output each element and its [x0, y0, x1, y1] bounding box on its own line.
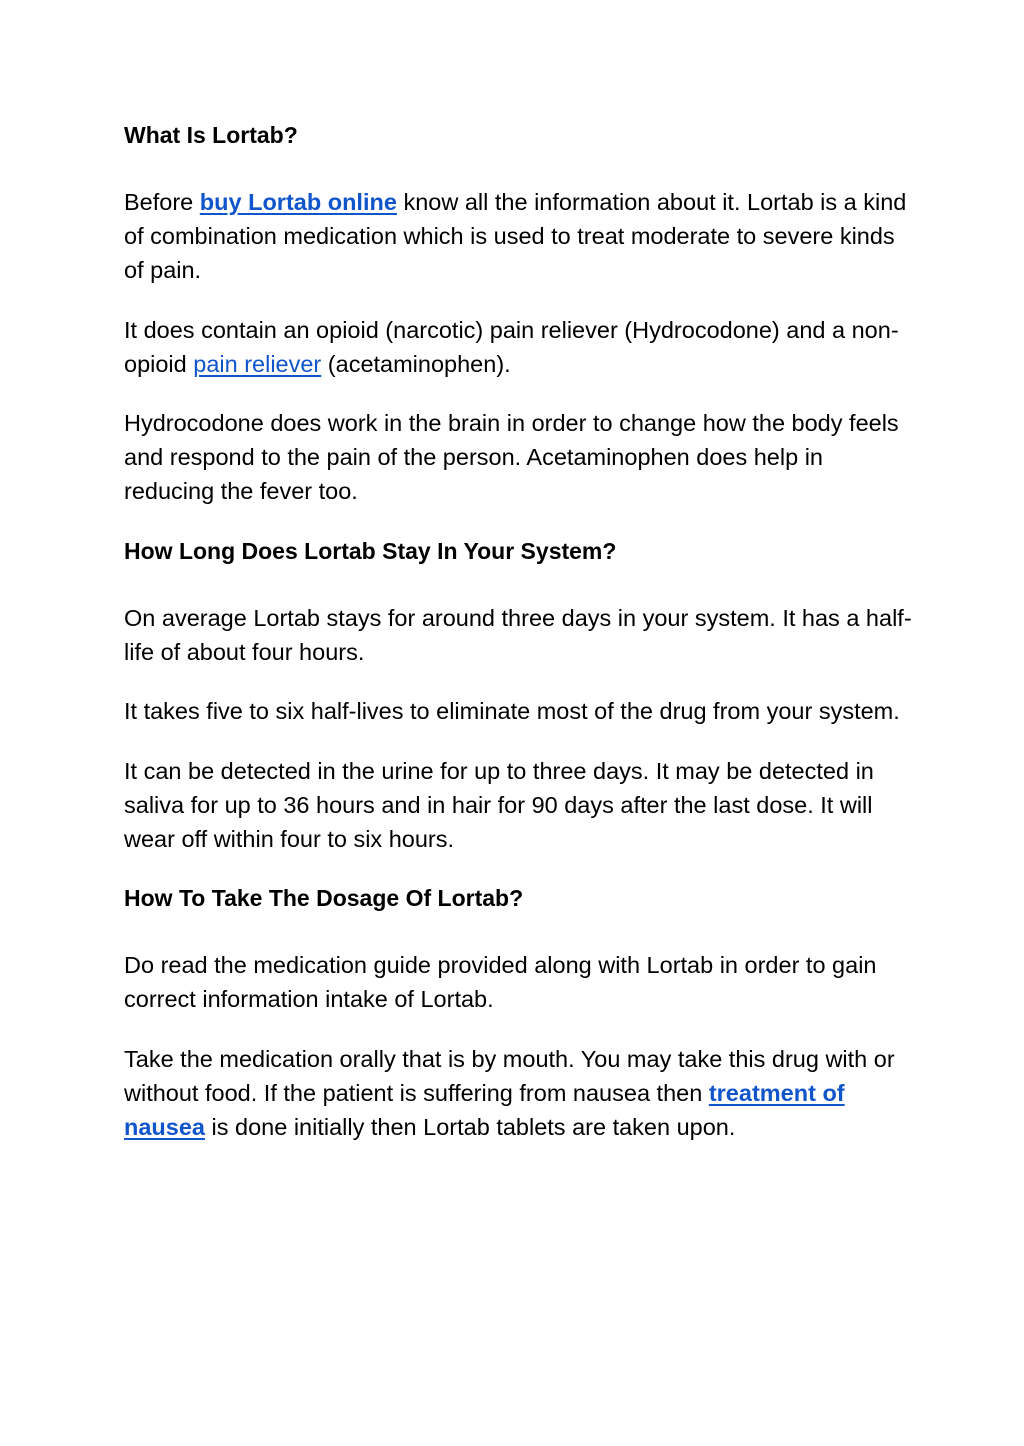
document-page — [124, 118, 914, 1144]
paragraph-text: Before — [124, 189, 200, 215]
paragraph-average-duration: On average Lortab stays for around three days in your system. It has a half-life of about four hours. — [124, 604, 912, 665]
paragraph-detection: It can be detected in the urine for up to three days. It may be detected in saliva for up to 36 hours and in hair for 90 days after the last dose. It will wear off within four to six hours. — [124, 757, 874, 852]
section-heading-how-long: How Long Does Lortab Stay In Your System? — [124, 537, 617, 564]
treatment-of-nausea-link[interactable]: treatment of nausea — [124, 1079, 845, 1140]
paragraph-text: is done initially then Lortab tablets are taken upon. — [205, 1113, 736, 1140]
paragraph-text: know all the information about it. Lortab is a kind of combination medication which is used to treat moderate to severe kinds of pain. — [124, 189, 907, 283]
section-heading-dosage: How To Take The Dosage Of Lortab? — [124, 885, 524, 911]
paragraph-take-orally — [124, 1042, 914, 1144]
buy-lortab-online-link[interactable]: buy Lortab online — [199, 189, 397, 215]
paragraph-text: Take the medication orally that is by mouth. You may take this drug with or without food. If the patient is suffering from nausea then — [124, 1045, 895, 1106]
paragraph-hydrocodone: Hydrocodone does work in the brain in order to change how the body feels and respond to the pain of the person. Acetaminophen does help in reducing the fever too. — [124, 410, 899, 504]
pain-reliever-link[interactable]: pain reliever — [193, 350, 322, 377]
paragraph-medication-guide: Do read the medication guide provided along with Lortab in order to gain correct information intake of Lortab. — [124, 952, 877, 1012]
paragraph-text: It does contain an opioid (narcotic) pain reliever (Hydrocodone) and a non-opioid — [124, 316, 899, 377]
paragraph-intro — [124, 185, 914, 287]
paragraph-text: (acetaminophen). — [321, 350, 511, 377]
section-heading-what-is-lortab: What Is Lortab? — [124, 122, 298, 148]
paragraph-ingredients — [124, 313, 914, 381]
paragraph-half-lives: It takes five to six half-lives to eliminate most of the drug from your system. — [124, 698, 900, 724]
